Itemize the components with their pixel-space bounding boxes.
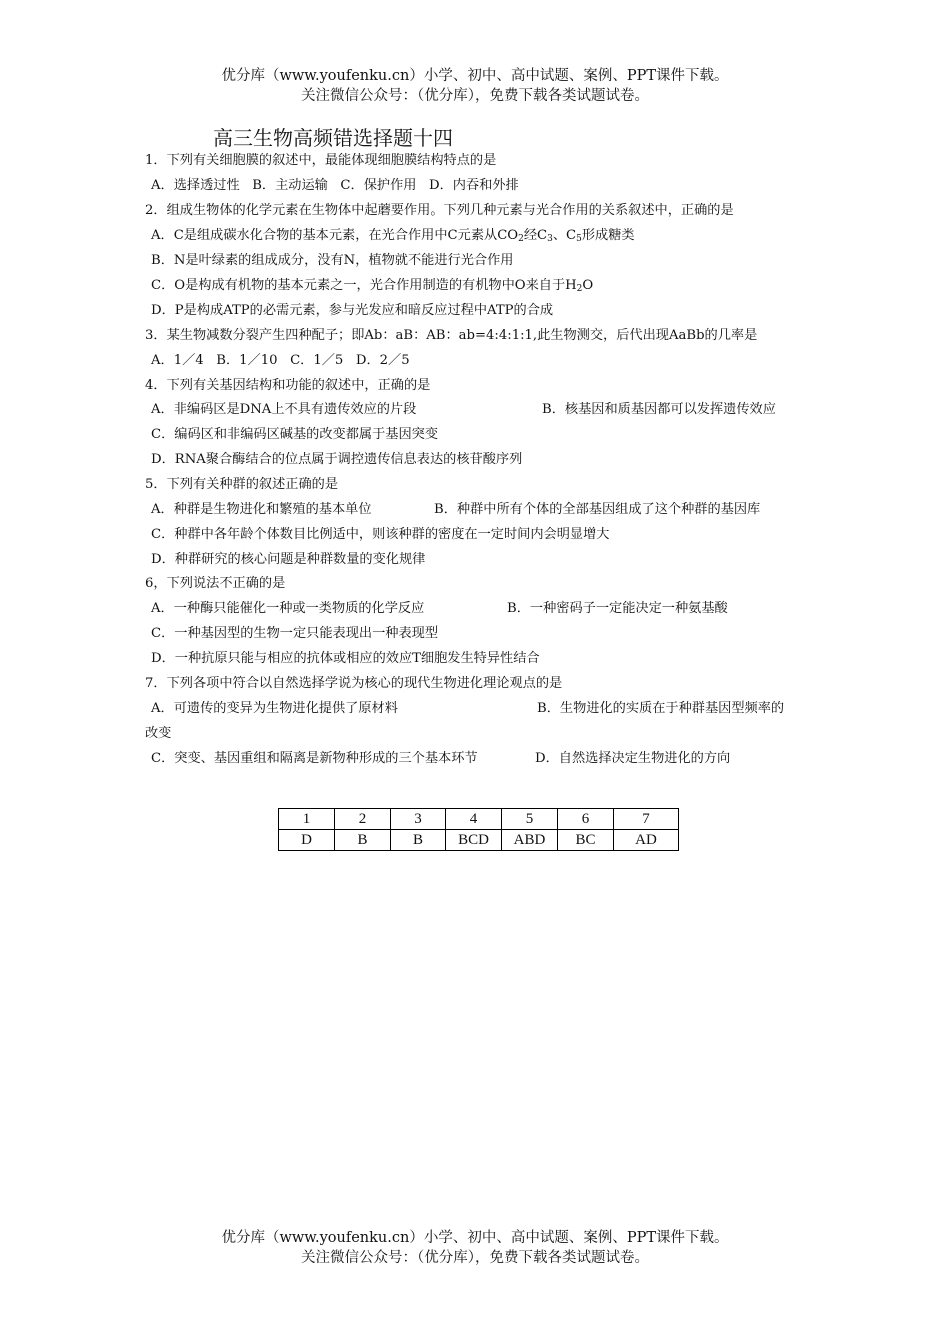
answer-key-cell: AD xyxy=(614,830,679,851)
q6-option-d: D．一种抗原只能与相应的抗体或相应的效应T细胞发生特异性结合 xyxy=(151,651,540,666)
q4-stem: 4．下列有关基因结构和功能的叙述中，正确的是 xyxy=(145,378,431,393)
q5-stem: 5．下列有关种群的叙述正确的是 xyxy=(145,477,339,492)
answer-key-cell: ABD xyxy=(502,830,558,851)
answer-number-cell: 1 xyxy=(279,809,335,830)
q1-stem: 1．下列有关细胞膜的叙述中，最能体现细胞膜结构特点的是 xyxy=(145,153,497,168)
footer-line-2: 关注微信公众号：（优分库），免费下载各类试题试卷。 xyxy=(301,1250,649,1266)
answer-key-cell: BCD xyxy=(446,830,502,851)
q7-option-c: C．突变、基因重组和隔离是新物种形成的三个基本环节 xyxy=(151,751,478,766)
q4-option-a: A．非编码区是DNA上不具有遗传效应的片段 xyxy=(151,402,417,417)
q6-stem: 6，下列说法不正确的是 xyxy=(145,576,286,591)
q2-option-a: A．C是组成碳水化合物的基本元素，在光合作用中C元素从$CO_2$经$C_3$、$C_5$形成糖类 xyxy=(151,228,635,244)
q6-option-a: A．一种酶只能催化一种或一类物质的化学反应 xyxy=(151,601,425,616)
q2-option-d: D．P是构成ATP的必需元素，参与光发应和暗反应过程中ATP的合成 xyxy=(151,303,554,318)
answer-key-cell: B xyxy=(335,830,391,851)
answer-number-cell: 7 xyxy=(614,809,679,830)
q5-option-a: A．种群是生物进化和繁殖的基本单位 xyxy=(151,502,372,517)
q7-option-a: A．可遗传的变异为生物进化提供了原材料 xyxy=(151,701,398,716)
answer-number-cell: 4 xyxy=(446,809,502,830)
answer-key-cell: BC xyxy=(558,830,614,851)
q7-option-d: D．自然选择决定生物进化的方向 xyxy=(535,751,731,766)
answer-key-row xyxy=(279,830,679,851)
page-header xyxy=(0,66,950,106)
q6-option-b: B．一种密码子一定能决定一种氨基酸 xyxy=(507,601,728,616)
header-line-1: 优分库（www.youfenku.cn）小学、初中、高中试题、案例、PPT课件下载。 xyxy=(221,68,729,84)
answer-number-cell: 3 xyxy=(391,809,446,830)
q6-option-c: C．一种基因型的生物一定只能表现出一种表现型 xyxy=(151,626,439,641)
answer-number-row xyxy=(279,809,679,830)
q4-option-d: D．RNA聚合酶结合的位点属于调控遗传信息表达的核苷酸序列 xyxy=(151,452,523,467)
q4-option-b: B．核基因和质基因都可以发挥遗传效应 xyxy=(542,402,776,417)
page-footer xyxy=(0,1228,950,1268)
q4-option-c: C．编码区和非编码区碱基的改变都属于基因突变 xyxy=(151,427,439,442)
q3-stem: 3．某生物减数分裂产生四种配子；即Ab：aB：AB：ab=4:4:1:1,此生物测交，后代出现AaBb的几率是 xyxy=(145,328,758,343)
q7-stem: 7．下列各项中符合以自然选择学说为核心的现代生物进化理论观点的是 xyxy=(145,676,563,691)
answer-key-table xyxy=(278,808,679,851)
answer-key-cell: B xyxy=(391,830,446,851)
q5-option-b: B．种群中所有个体的全部基因组成了这个种群的基因库 xyxy=(434,502,761,517)
q2-option-c: C．O是构成有机物的基本元素之一，光合作用制造的有机物中O来自于$H_2O$ xyxy=(151,278,594,294)
header-line-2: 关注微信公众号：（优分库），免费下载各类试题试卷。 xyxy=(301,88,649,104)
q5-option-c: C．种群中各年龄个体数目比例适中，则该种群的密度在一定时间内会明显增大 xyxy=(151,527,610,542)
document-title: 高三生物高频错选择题十四 xyxy=(213,126,453,150)
q2-stem: 2．组成生物体的化学元素在生物体中起蘑要作用。下列几种元素与光合作用的关系叙述中，正确的是 xyxy=(145,203,734,218)
answer-number-cell: 2 xyxy=(335,809,391,830)
answer-key-cell: D xyxy=(279,830,335,851)
answer-number-cell: 5 xyxy=(502,809,558,830)
q3-options: A．1／4 B．1／10 C．1／5 D．2／5 xyxy=(151,353,410,368)
q5-option-d: D．种群研究的核心问题是种群数量的变化规律 xyxy=(151,552,426,567)
q7-option-b-continued: 改变 xyxy=(145,726,172,741)
q1-options: A．选择透过性 B．主动运输 C．保护作用 D．内吞和外排 xyxy=(151,178,519,193)
q2-option-b: B．N是叶绿素的组成成分，没有N，植物就不能进行光合作用 xyxy=(151,253,514,268)
q7-option-b: B．生物进化的实质在于种群基因型频率的 xyxy=(537,701,785,716)
footer-line-1: 优分库（www.youfenku.cn）小学、初中、高中试题、案例、PPT课件下载。 xyxy=(221,1230,729,1246)
answer-number-cell: 6 xyxy=(558,809,614,830)
